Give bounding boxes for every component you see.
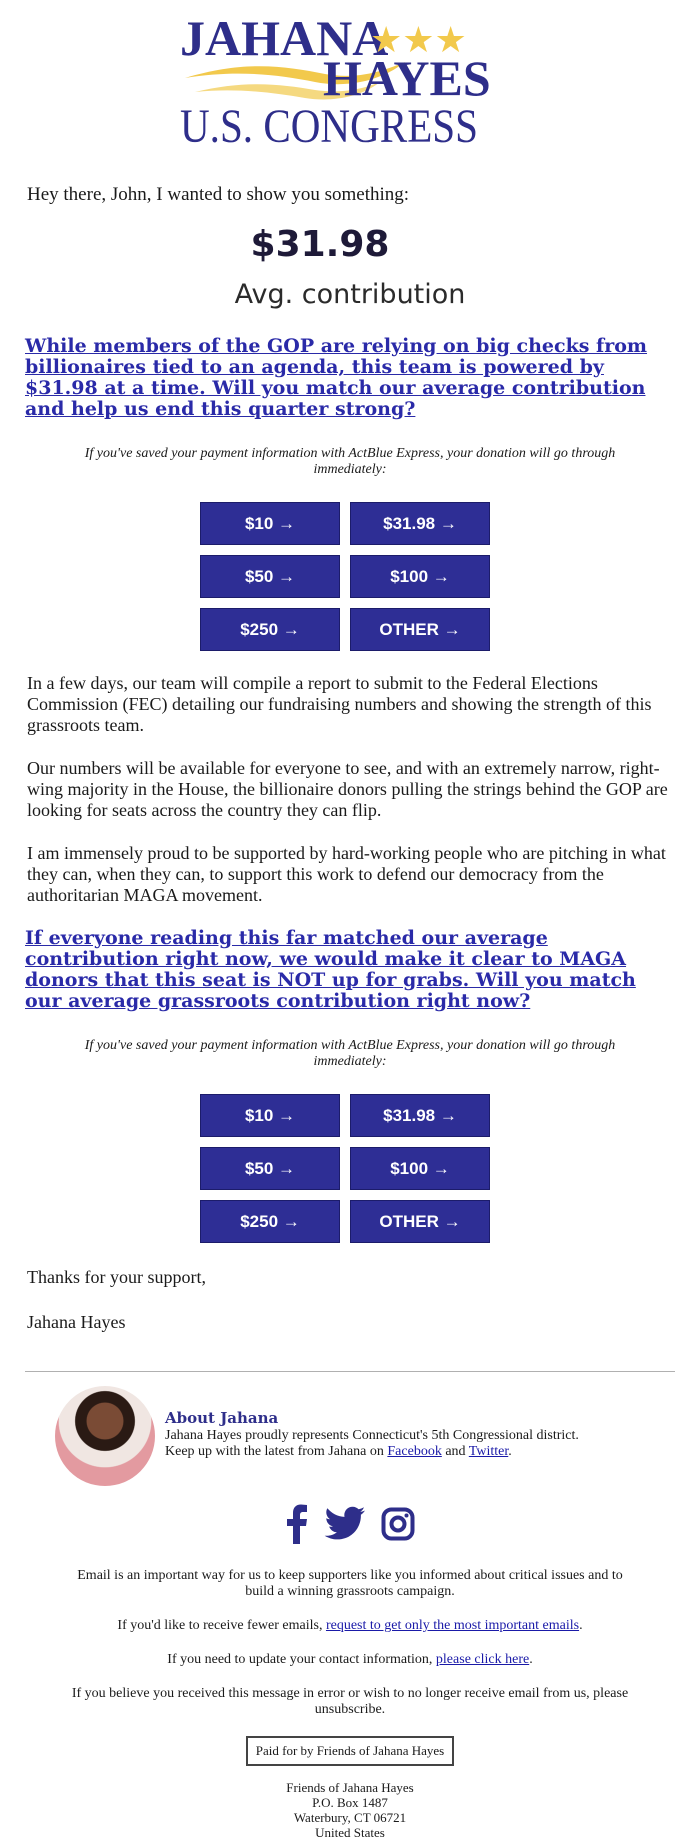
fewer-prefix: If you'd like to receive fewer emails, (117, 1618, 326, 1633)
donate-10-button[interactable]: $10 → (200, 502, 340, 545)
about-suffix: . (508, 1444, 512, 1459)
twitter-link[interactable]: Twitter (468, 1444, 509, 1459)
stat-label: Avg. contribution (234, 279, 466, 310)
donate-other-button[interactable]: OTHER → (350, 1200, 490, 1243)
signature: Jahana Hayes (27, 1312, 126, 1332)
average-contribution-stat (25, 224, 675, 310)
donate-250-button[interactable]: $250 → (200, 1200, 340, 1243)
address-line: United States (315, 1825, 385, 1840)
body-paragraph-2: Our numbers will be available for everyone to see, and with an extremely narrow, right-wing majority in the House, the billionaire donors pulling the strings behind the GOP are looking for seats across the country they can flip. (27, 758, 668, 820)
about-line-2 (165, 1444, 579, 1460)
address-line: Friends of Jahana Hayes (286, 1780, 414, 1795)
address-line: Waterbury, CT 06721 (293, 1810, 407, 1825)
social-links (25, 1504, 675, 1548)
logo-office: U.S. CONGRESS (180, 100, 478, 153)
candidate-avatar (55, 1386, 155, 1486)
donate-50-button[interactable]: $50 → (200, 1147, 340, 1190)
about-and: and (441, 1444, 469, 1459)
donate-headline-link-1[interactable]: While members of the GOP are relying on big checks from billionaires tied to an agenda, this team is powered by $31.98 at a time. Will you match our average contribution and help us end this quarter strong? (25, 335, 648, 420)
about-line-2-prefix: Keep up with the latest from Jahana on (165, 1444, 388, 1459)
footer-divider (25, 1371, 675, 1372)
unsubscribe-note: If you believe you received this message in error or wish to no longer receive email from us, please unsubscribe. (71, 1686, 629, 1717)
donation-button-grid-2 (200, 1094, 500, 1243)
twitter-icon[interactable] (324, 1506, 366, 1546)
body-paragraph-1: In a few days, our team will compile a report to submit to the Federal Elections Commission (FEC) detailing our fundraising numbers and showing the strength of this grassroots team. (27, 673, 652, 735)
closing-line: Thanks for your support, (27, 1267, 206, 1287)
actblue-express-note-1: If you've saved your payment information with ActBlue Express, your donation will go through immediately: (84, 446, 616, 477)
donate-headline-link-2[interactable]: If everyone reading this far matched our average contribution right now, we would make it clear to MAGA donors that this seat is NOT up for grabs. Will you match our average grassroots contribution right now? (25, 927, 636, 1012)
logo-graphic (25, 0, 675, 160)
logo-last-name: HAYES (323, 50, 491, 106)
facebook-link[interactable]: Facebook (387, 1444, 442, 1459)
update-contact-link[interactable]: please click here (435, 1652, 530, 1667)
update-contact-line (65, 1652, 635, 1668)
logo-first-name: JAHANA (180, 10, 389, 66)
facebook-icon[interactable] (285, 1504, 309, 1548)
donate-31-98-button[interactable]: $31.98 → (350, 502, 490, 545)
mailing-address (65, 1780, 635, 1840)
donate-100-button[interactable]: $100 → (350, 1147, 490, 1190)
stat-amount: $31.98 (250, 224, 390, 265)
footer (65, 1568, 635, 1840)
about-title: About Jahana (165, 1409, 279, 1427)
update-suffix: . (529, 1652, 533, 1667)
donate-31-98-button[interactable]: $31.98 → (350, 1094, 490, 1137)
donate-100-button[interactable]: $100 → (350, 555, 490, 598)
logo-stars-icon: ★★★ (370, 20, 467, 61)
about-line-1: Jahana Hayes proudly represents Connecticut's 5th Congressional district. (165, 1428, 579, 1443)
actblue-express-note-2: If you've saved your payment information with ActBlue Express, your donation will go through immediately: (84, 1038, 616, 1069)
update-prefix: If you need to update your contact information, (167, 1652, 436, 1667)
greeting: Hey there, John, I wanted to show you something: (27, 184, 410, 205)
body-paragraph-3: I am immensely proud to be supported by hard-working people who are pitching in what they can, when they can, to support this work to defend our democracy from the authoritarian MAGA movement. (27, 843, 666, 905)
fewer-emails-link[interactable]: request to get only the most important emails (325, 1618, 580, 1633)
address-line: P.O. Box 1487 (312, 1795, 388, 1810)
about-text (165, 1386, 579, 1460)
donate-50-button[interactable]: $50 → (200, 555, 340, 598)
fewer-emails-line (65, 1618, 635, 1634)
about-section (55, 1386, 675, 1486)
email-note: Email is an important way for us to keep supporters like you informed about critical issues and to build a winning grassroots campaign. (77, 1568, 623, 1599)
donation-button-grid-1 (200, 502, 500, 651)
fewer-suffix: . (579, 1618, 583, 1633)
donate-10-button[interactable]: $10 → (200, 1094, 340, 1137)
paid-for-disclaimer: Paid for by Friends of Jahana Hayes (246, 1736, 454, 1766)
campaign-logo (25, 0, 675, 160)
donate-other-button[interactable]: OTHER → (350, 608, 490, 651)
donate-250-button[interactable]: $250 → (200, 608, 340, 651)
instagram-icon[interactable] (381, 1507, 415, 1545)
